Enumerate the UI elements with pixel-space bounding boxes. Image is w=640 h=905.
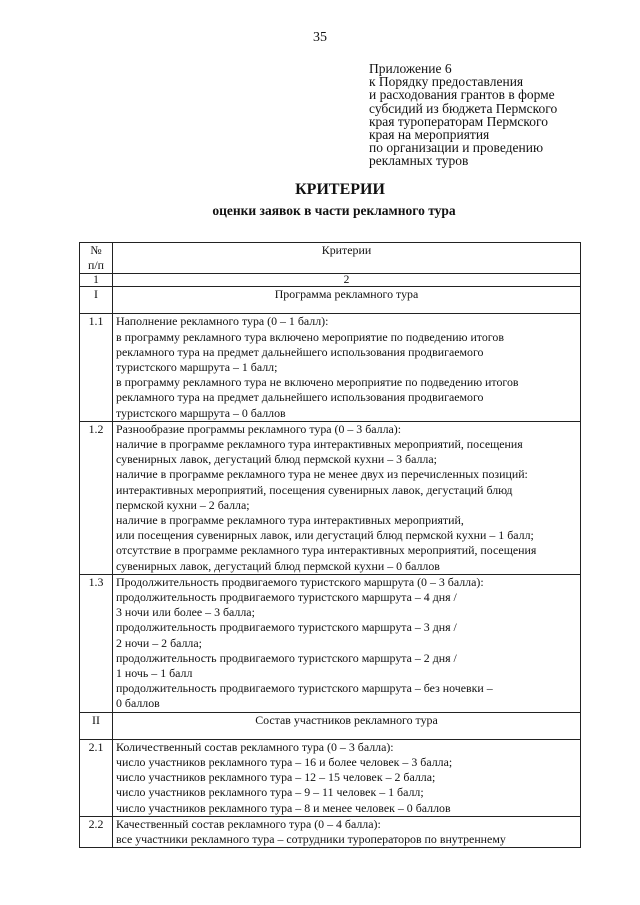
- criterion-line: туристского маршрута – 1 балл;: [116, 360, 278, 375]
- criterion-line: интерактивных мероприятий, посещения сувенирных лавок, дегустаций блюд: [116, 482, 513, 497]
- header-num-label: №: [90, 243, 102, 257]
- criterion-line: пермской кухни – 2 балла;: [116, 497, 250, 512]
- appendix-line: субсидий из бюджета Пермского: [369, 100, 558, 116]
- criterion-line: наличие в программе рекламного тура интерактивных мероприятий, посещения: [116, 437, 523, 452]
- appendix-line: рекламных туров: [369, 153, 469, 169]
- appendix-line: Приложение 6: [369, 61, 452, 76]
- row-number: 2.1: [80, 739, 113, 816]
- column-number-2: 2: [113, 274, 581, 287]
- criterion-text: [113, 739, 581, 816]
- appendix-line: края на мероприятия: [369, 127, 490, 143]
- criterion-line: число участников рекламного тура – 12 – 15 человек – 2 балла;: [116, 770, 436, 785]
- criterion-line: наличие в программе рекламного тура интерактивных мероприятий,: [116, 513, 464, 528]
- criterion-line: число участников рекламного тура – 8 и менее человек – 0 баллов: [116, 800, 451, 815]
- criterion-line: или посещения сувенирных лавок, или дегустаций блюд пермской кухни – 1 балл;: [116, 528, 534, 543]
- criterion-line: все участники рекламного тура – сотрудники туроператоров по внутреннему: [116, 831, 506, 846]
- criterion-line: 3 ночи или более – 3 балла;: [116, 605, 255, 620]
- appendix-line: по организации и проведению: [369, 140, 544, 156]
- criterion-line: продолжительность продвигаемого туристского маршрута – без ночевки –: [116, 681, 493, 696]
- document-subtitle: оценки заявок в части рекламного тура: [212, 203, 456, 218]
- criterion-line: в программу рекламного тура включено мероприятие по подведению итогов: [116, 329, 504, 344]
- header-criteria-cell: Критерии: [113, 243, 581, 274]
- row-number: 1.3: [80, 574, 113, 712]
- appendix-line: края туроператорам Пермского: [369, 113, 548, 129]
- criterion-line: 2 ночи – 2 балла;: [116, 635, 202, 650]
- criterion-line: наличие в программе рекламного тура не менее двух из перечисленных позиций:: [116, 467, 528, 482]
- criterion-text: [113, 421, 581, 574]
- section-title: Состав участников рекламного тура: [113, 712, 581, 739]
- table-header-row: [80, 243, 581, 274]
- appendix-block: [369, 62, 619, 168]
- section-title: Программа рекламного тура: [113, 287, 581, 314]
- document-title: КРИТЕРИИ: [295, 181, 385, 198]
- column-number-row: [80, 274, 581, 287]
- header-num-sublabel: п/п: [87, 258, 105, 273]
- criterion-line: Продолжительность продвигаемого туристского маршрута (0 – 3 балла):: [116, 574, 484, 589]
- criterion-line: Качественный состав рекламного тура (0 – 4 балла):: [116, 816, 381, 831]
- criterion-text: [113, 574, 581, 712]
- appendix-line: к Порядку предоставления: [369, 74, 524, 90]
- page-number: 35: [313, 30, 327, 45]
- criterion-line: отсутствие в программе рекламного тура интерактивных мероприятий, посещения: [116, 543, 537, 558]
- table-row: [80, 574, 581, 712]
- criterion-line: 0 баллов: [116, 696, 160, 711]
- row-number: I: [80, 287, 113, 314]
- criterion-line: туристского маршрута – 0 баллов: [116, 405, 286, 420]
- section-row: [80, 287, 581, 314]
- criteria-table: [79, 242, 581, 848]
- row-number: II: [80, 712, 113, 739]
- criterion-line: число участников рекламного тура – 9 – 11 человек – 1 балл;: [116, 785, 424, 800]
- column-number-1: 1: [80, 274, 113, 287]
- criterion-line: сувенирных лавок, дегустаций блюд пермской кухни – 3 балла;: [116, 452, 437, 467]
- criterion-line: рекламного тура на предмет дальнейшего использования продвигаемого: [116, 390, 484, 405]
- criterion-line: в программу рекламного тура не включено мероприятие по подведению итогов: [116, 375, 519, 390]
- criterion-line: рекламного тура на предмет дальнейшего использования продвигаемого: [116, 344, 484, 359]
- appendix-line: и расходования грантов в форме: [369, 87, 555, 103]
- criteria-rows: [80, 287, 581, 848]
- criterion-line: число участников рекламного тура – 16 и более человек – 3 балла;: [116, 754, 453, 769]
- criterion-line: Количественный состав рекламного тура (0 – 3 балла):: [116, 739, 394, 754]
- criterion-line: продолжительность продвигаемого туристского маршрута – 3 дня /: [116, 620, 457, 635]
- table-row: [80, 816, 581, 847]
- criterion-line: 1 ночь – 1 балл: [116, 666, 193, 681]
- criterion-line: сувенирных лавок, дегустаций блюд пермской кухни – 0 баллов: [116, 558, 440, 573]
- criterion-line: Наполнение рекламного тура (0 – 1 балл):: [116, 314, 329, 329]
- section-row: [80, 712, 581, 739]
- row-number: 2.2: [80, 816, 113, 847]
- row-number: 1.1: [80, 314, 113, 421]
- row-number: 1.2: [80, 421, 113, 574]
- criterion-text: [113, 314, 581, 421]
- header-num-cell: [80, 243, 113, 274]
- criterion-line: продолжительность продвигаемого туристского маршрута – 4 дня /: [116, 590, 457, 605]
- table-row: [80, 739, 581, 816]
- criterion-line: Разнообразие программы рекламного тура (0 – 3 балла):: [116, 421, 402, 436]
- criterion-text: [113, 816, 581, 847]
- table-row: [80, 314, 581, 421]
- table-row: [80, 421, 581, 574]
- criterion-line: продолжительность продвигаемого туристского маршрута – 2 дня /: [116, 650, 457, 665]
